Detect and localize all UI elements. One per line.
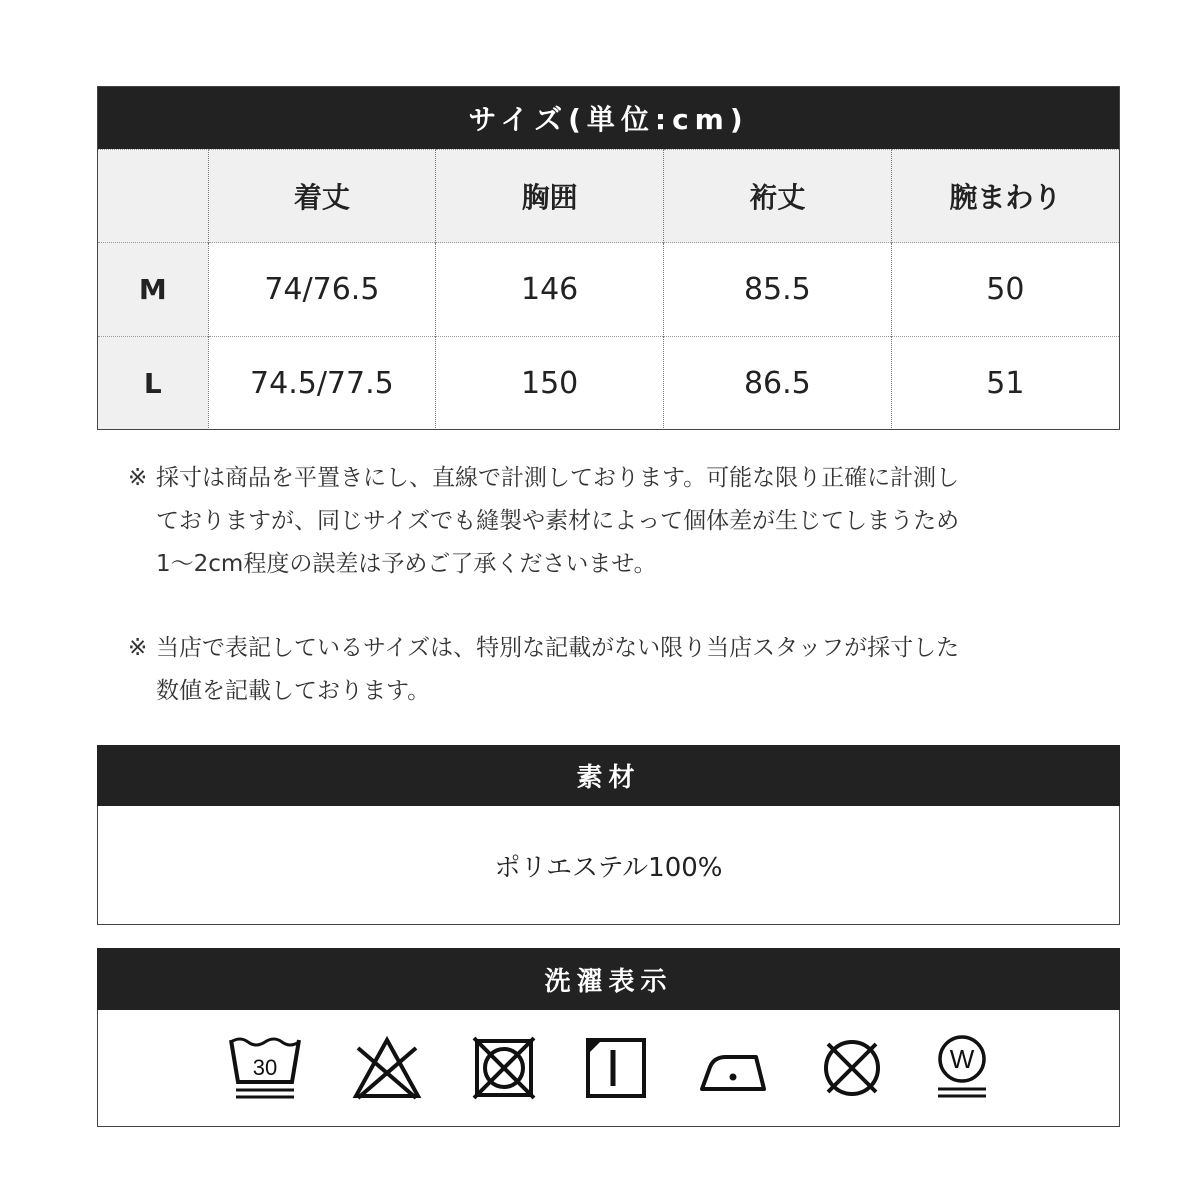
note-line: 採寸は商品を平置きにし、直線で計測しております。可能な限り正確に計測し (156, 465, 960, 491)
material-box (97, 806, 1120, 925)
size-source-note (128, 627, 1088, 713)
wash-30-gentle-icon (228, 1034, 302, 1102)
note-line: 1〜2cm程度の誤差は予めご了承くださいませ。 (156, 551, 657, 577)
material-title: 素材 (97, 745, 1120, 806)
material-text: ポリエステル100% (494, 852, 723, 883)
corner-cell (98, 150, 208, 243)
size-table-header-row (98, 150, 1119, 243)
wash-temp-label: 30 (252, 1055, 277, 1080)
table-cell: 51 (891, 337, 1119, 431)
size-table (98, 149, 1119, 430)
iron-low-icon (696, 1039, 770, 1097)
size-table-section (97, 86, 1120, 430)
wet-clean-letter: W (949, 1044, 974, 1074)
size-table-title: サイズ(単位:cm) (98, 87, 1119, 149)
care-box (97, 1010, 1120, 1127)
no-dry-clean-icon (818, 1034, 886, 1102)
note-line: 数値を記載しております。 (156, 678, 431, 704)
column-header-chest: 胸囲 (436, 150, 664, 243)
table-cell: 86.5 (664, 337, 892, 431)
row-header-size: L (98, 337, 208, 431)
note-mark: ※ (128, 635, 148, 661)
table-cell: 146 (436, 243, 664, 337)
no-tumble-dry-icon (472, 1036, 536, 1100)
column-header-arm: 腕まわり (891, 150, 1119, 243)
no-bleach-icon (350, 1034, 424, 1102)
measurement-note (128, 457, 1088, 586)
wet-clean-gentle-icon (934, 1033, 990, 1103)
note-line: ておりますが、同じサイズでも縫製や素材によって個体差が生じてしまうため (156, 508, 960, 534)
table-row (98, 337, 1119, 431)
table-cell: 85.5 (664, 243, 892, 337)
table-cell: 74/76.5 (208, 243, 436, 337)
table-row (98, 243, 1119, 337)
column-header-sleeve: 裄丈 (664, 150, 892, 243)
table-cell: 150 (436, 337, 664, 431)
table-cell: 50 (891, 243, 1119, 337)
table-cell: 74.5/77.5 (208, 337, 436, 431)
row-header-size: M (98, 243, 208, 337)
note-mark: ※ (128, 465, 148, 491)
care-title: 洗濯表示 (97, 948, 1120, 1010)
column-header-length: 着丈 (208, 150, 436, 243)
note-line: 当店で表記しているサイズは、特別な記載がない限り当店スタッフが採寸した (156, 635, 960, 661)
line-dry-shade-icon (584, 1036, 648, 1100)
